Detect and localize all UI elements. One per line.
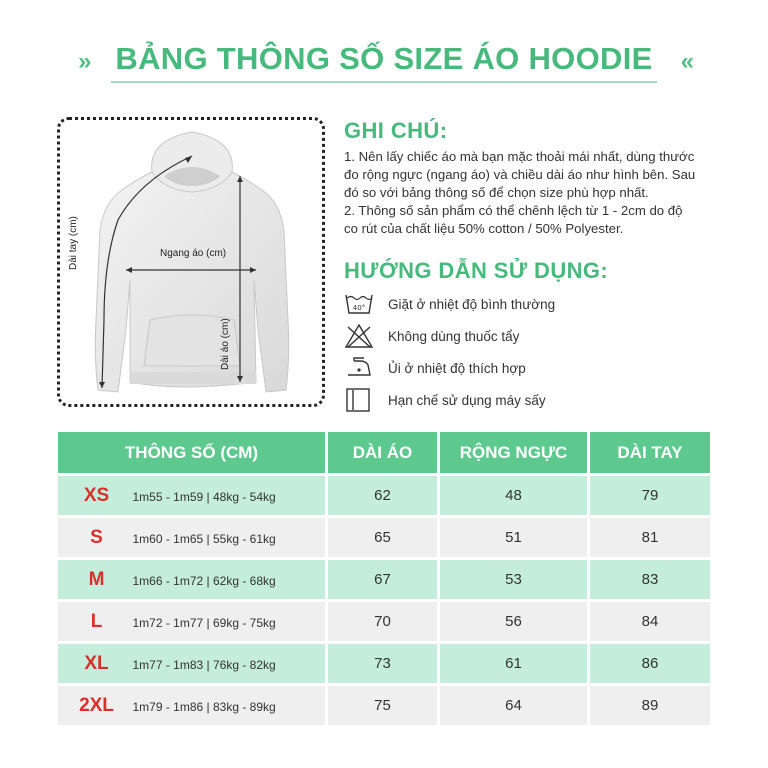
size-range: 1m60 - 1m65 | 55kg - 61kg xyxy=(132,531,276,546)
chest-cell: 56 xyxy=(440,602,590,644)
width-label: Ngang áo (cm) xyxy=(160,248,227,259)
size-range: 1m66 - 1m72 | 62kg - 68kg xyxy=(132,573,276,588)
guide-text: Không dùng thuốc tẩy xyxy=(388,328,520,344)
guide-text: Giặt ở nhiệt độ bình thường xyxy=(388,296,556,312)
left-chevron-icon: » xyxy=(78,48,88,75)
notes-section xyxy=(344,118,724,238)
notes-title: GHI CHÚ: xyxy=(344,118,448,143)
size-table xyxy=(58,432,710,728)
size-range: 1m55 - 1m59 | 48kg - 54kg xyxy=(132,489,276,504)
length-cell: 62 xyxy=(328,476,440,518)
header-length: DÀI ÁO xyxy=(328,432,440,476)
sleeve-cell: 81 xyxy=(590,518,710,560)
guide-item xyxy=(344,320,724,352)
size-label: S xyxy=(90,526,103,548)
spec-cell xyxy=(58,686,328,728)
guide-title: HƯỚNG DẪN SỬ DỤNG: xyxy=(344,258,609,283)
no-bleach-icon xyxy=(344,322,374,350)
table-row xyxy=(58,686,710,728)
note-line: 1. Nên lấy chiếc áo mà bạn mặc thoải mái nhất, dùng thước xyxy=(344,149,695,164)
note-line: đó so với bảng thông số để chọn size phù hợp nhất. xyxy=(344,185,649,200)
chest-cell: 51 xyxy=(440,518,590,560)
length-cell: 67 xyxy=(328,560,440,602)
table-row xyxy=(58,644,710,686)
size-label: XL xyxy=(84,652,109,674)
sleeve-cell: 89 xyxy=(590,686,710,728)
sleeve-cell: 79 xyxy=(590,476,710,518)
guide-item xyxy=(344,384,724,416)
table-row xyxy=(58,560,710,602)
sleeve-cell: 86 xyxy=(590,644,710,686)
header-sleeve: DÀI TAY xyxy=(590,432,710,476)
size-label: 2XL xyxy=(79,694,114,716)
right-chevron-icon: « xyxy=(680,48,690,75)
header-chest: RỘNG NGỰC xyxy=(440,432,590,476)
tumble-dry-icon xyxy=(344,386,374,414)
length-cell: 73 xyxy=(328,644,440,686)
spec-cell xyxy=(58,518,328,560)
sleeve-cell: 83 xyxy=(590,560,710,602)
header-spec: THÔNG SỐ (CM) xyxy=(58,432,328,476)
usage-guide xyxy=(344,258,724,416)
note-line: co rút của chất liệu 50% cotton / 50% Polyester. xyxy=(344,221,624,236)
sleeve-label: Dài tay (cm) xyxy=(68,216,79,270)
page-header xyxy=(0,36,768,88)
note-line: 2. Thông số sản phẩm có thể chênh lệch từ 1 - 2cm do độ xyxy=(344,203,683,218)
spec-cell xyxy=(58,602,328,644)
size-label: M xyxy=(88,568,105,590)
chest-cell: 64 xyxy=(440,686,590,728)
iron-icon xyxy=(344,354,374,382)
length-cell: 75 xyxy=(328,686,440,728)
wash-temperature: 40° xyxy=(352,304,366,312)
table-row xyxy=(58,518,710,560)
table-row xyxy=(58,602,710,644)
chest-cell: 53 xyxy=(440,560,590,602)
guide-text: Ủi ở nhiệt độ thích hợp xyxy=(388,360,526,376)
note-line: đo rộng ngực (ngang áo) và chiều dài áo như hình bên. Sau xyxy=(344,167,696,182)
size-label: XS xyxy=(83,484,110,506)
page-title: BẢNG THÔNG SỐ SIZE ÁO HOODIE xyxy=(111,41,656,83)
table-row xyxy=(58,476,710,518)
guide-item xyxy=(344,352,724,384)
wash-40-icon xyxy=(344,290,374,318)
spec-cell xyxy=(58,644,328,686)
size-range: 1m77 - 1m83 | 76kg - 82kg xyxy=(132,657,276,672)
chest-cell: 61 xyxy=(440,644,590,686)
length-cell: 65 xyxy=(328,518,440,560)
sleeve-cell: 84 xyxy=(590,602,710,644)
size-range: 1m79 - 1m86 | 83kg - 89kg xyxy=(132,699,276,714)
chest-cell: 48 xyxy=(440,476,590,518)
size-label: L xyxy=(90,610,103,632)
spec-cell xyxy=(58,560,328,602)
length-label: Dài áo (cm) xyxy=(220,318,231,370)
hoodie-figure xyxy=(57,117,325,407)
guide-text: Hạn chế sử dụng máy sấy xyxy=(388,392,546,408)
hoodie-illustration-icon xyxy=(60,120,322,404)
guide-item xyxy=(344,288,724,320)
spec-cell xyxy=(58,476,328,518)
table-header-row xyxy=(58,432,710,476)
length-cell: 70 xyxy=(328,602,440,644)
size-range: 1m72 - 1m77 | 69kg - 75kg xyxy=(132,615,276,630)
